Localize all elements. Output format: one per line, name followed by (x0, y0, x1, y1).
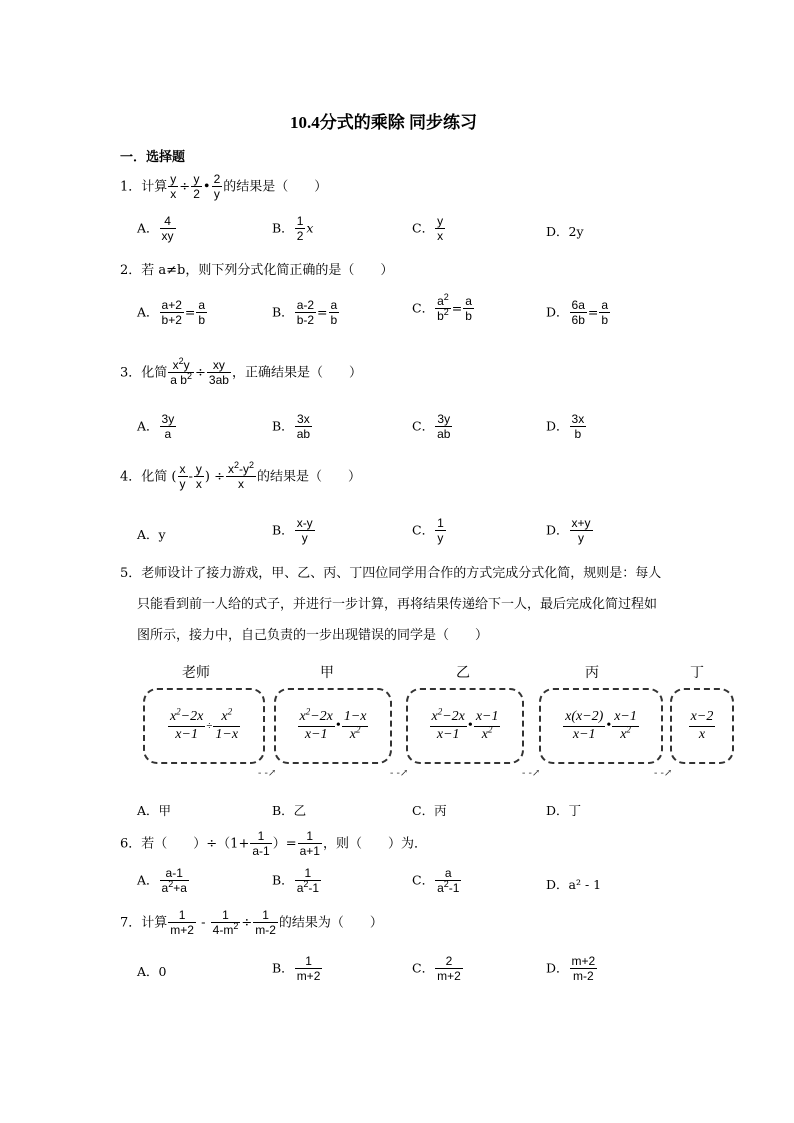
q1-option-d[interactable]: D．2y (546, 224, 584, 239)
q4-option-c[interactable]: C． $\frac{1}{y}$ (412, 516, 444, 546)
page-title: 10.4分式的乘除 同步练习 (290, 113, 477, 132)
q3-option-c[interactable]: C． $\frac{3y}{ab}$ (412, 412, 451, 442)
q5-option-c[interactable]: C．丙 (412, 803, 447, 818)
q2-option-b[interactable]: B． $\frac{a-2}{b-2}$ = $\frac{a}{b}$ (272, 298, 338, 328)
q6-option-a[interactable]: A． $\frac{a-1}{a^2+a}$ (137, 866, 187, 896)
q3-option-a[interactable]: A． $\frac{3y}{a}$ (137, 412, 175, 442)
q5-option-d[interactable]: D．丁 (546, 803, 582, 818)
q3-option-d[interactable]: D． $\frac{3x}{b}$ (546, 412, 585, 442)
label-bing: 丙 (585, 665, 599, 681)
relay-box-bing: $\frac{x(x-2)}{x-1}$ • $\frac{x-1}{x^2}$ (539, 688, 663, 764)
question-1: 1．计算 $\frac{y}{x}$ ÷ $\frac{y}{2}$ • $\frac{2}{y}$ 的结果是（ ） (120, 172, 328, 202)
q1-option-b[interactable]: B． $\frac{1}{2}$ x (272, 214, 314, 244)
q1-option-a[interactable]: A． $\frac{4}{xy}$ (137, 214, 174, 244)
q2-option-d[interactable]: D． $\frac{6a}{6b}$ = $\frac{a}{b}$ (546, 298, 609, 328)
q5-option-b[interactable]: B．乙 (272, 803, 307, 818)
question-5-line-3: 图所示，接力中，自己负责的一步出现错误的同学是（ ） (137, 628, 489, 643)
section-heading: 一．选择题 (120, 150, 186, 165)
q6-option-b[interactable]: B． $\frac{1}{a^2-1}$ (272, 866, 320, 896)
q7-option-a[interactable]: A．0 (137, 964, 167, 979)
q2-option-a[interactable]: A． $\frac{a+2}{b+2}$ = $\frac{a}{b}$ (137, 298, 206, 328)
q7-option-c[interactable]: C． $\frac{2}{m+2}$ (412, 954, 461, 984)
question-5-line-2: 只能看到前一人给的式子，并进行一步计算，再将结果传递给下一人，最后完成化简过程如 (137, 597, 658, 612)
arrow-icon: - -↗ (258, 768, 277, 779)
arrow-icon: - -↗ (654, 768, 673, 779)
relay-box-teacher: $\frac{x^2-2x}{x-1}$ ÷ $\frac{x^2}{1-x}$ (143, 688, 265, 764)
q2-option-c[interactable]: C． $\frac{a^2}{b^2}$ = $\frac{a}{b}$ (412, 292, 472, 324)
q6-option-c[interactable]: C． $\frac{a}{a^2-1}$ (412, 866, 460, 896)
question-2: 2．若 a≠b，则下列分式化简正确的是（ ） (120, 263, 394, 278)
label-teacher: 老师 (182, 665, 210, 681)
question-4: 4．化简 ( $\frac{x}{y}$ - $\frac{y}{x}$ ) ÷ $\frac{x^2-y^2}{x}$ 的结果是（ ） (120, 460, 362, 492)
question-6: 6．若（ ）÷（1+ $\frac{1}{a-1}$ ）= $\frac{1}{a+1}$ ，则（ ）为． (120, 829, 427, 859)
q4-option-d[interactable]: D． $\frac{x+y}{y}$ (546, 516, 591, 546)
question-5-line-1: 5．老师设计了接力游戏，甲、乙、丙、丁四位同学用合作的方式完成分式化简，规则是：每人 (120, 566, 662, 581)
q3-option-b[interactable]: B． $\frac{3x}{ab}$ (272, 412, 311, 442)
q5-option-a[interactable]: A．甲 (137, 803, 172, 818)
label-jia: 甲 (320, 665, 334, 681)
label-yi: 乙 (456, 665, 470, 681)
q4-option-a[interactable]: A．y (137, 527, 166, 542)
q4-option-b[interactable]: B． $\frac{x-y}{y}$ (272, 516, 313, 546)
question-7: 7．计算 $\frac{1}{m+2}$ - $\frac{1}{4-m^2}$ ÷ $\frac{1}{m-2}$ 的结果为（ ） (120, 908, 383, 938)
label-ding: 丁 (690, 665, 704, 681)
arrow-icon: - -↗ (390, 768, 409, 779)
q7-option-d[interactable]: D． $\frac{m+2}{m-2}$ (546, 954, 596, 984)
q7-option-b[interactable]: B． $\frac{1}{m+2}$ (272, 954, 321, 984)
question-3: 3．化简 $\frac{x^2y}{a b^2}$ ÷ $\frac{xy}{3ab}$ ，正确结果是（ ） (120, 356, 362, 388)
relay-box-yi: $\frac{x^2-2x}{x-1}$ • $\frac{x-1}{x^2}$ (406, 688, 524, 764)
relay-box-jia: $\frac{x^2-2x}{x-1}$ • $\frac{1-x}{x^2}$ (274, 688, 392, 764)
q1-option-c[interactable]: C． $\frac{y}{x}$ (412, 214, 444, 244)
relay-box-ding: $\frac{x-2}{x}$ (670, 688, 734, 764)
q6-option-d[interactable]: D．a² - 1 (546, 877, 602, 892)
arrow-icon: - -↗ (522, 768, 541, 779)
